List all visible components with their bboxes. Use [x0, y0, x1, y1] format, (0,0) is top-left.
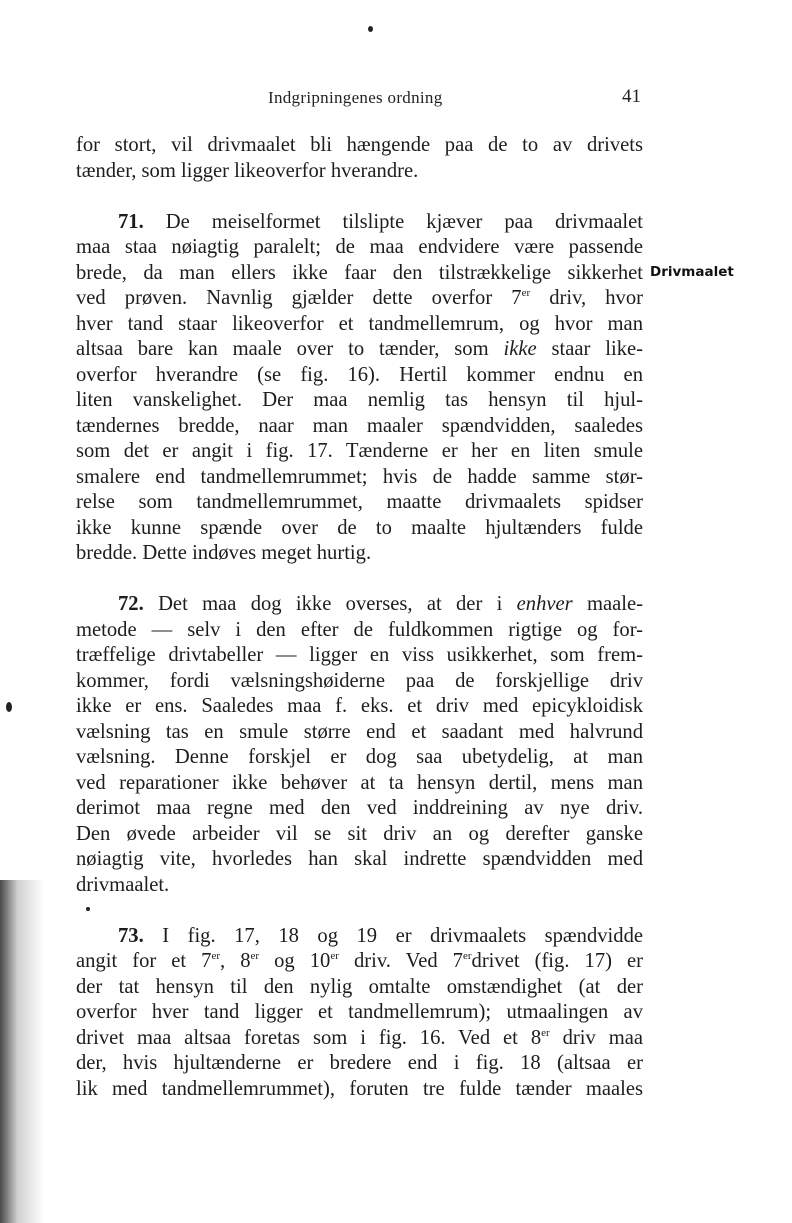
text-line: ikke kunne spænde over de to maalte hjultænders fulde: [76, 516, 643, 539]
margin-note: Drivmaalet: [650, 264, 734, 280]
text-line: smalere end tandmellemrummet; hvis de hadde samme stør-: [76, 465, 643, 488]
text-line: drivmaalet.: [76, 873, 170, 896]
text-line: relse som tandmellemrummet, maatte drivmaalets spidser: [76, 491, 643, 513]
text-line: der, hvis hjultænderne er bredere end i fig. 18 (altsaa er: [76, 1052, 643, 1074]
body-text: [76, 133, 643, 1102]
text-line: angit for et 7er, 8er og 10er driv. Ved 7erdrivet (fig. 17) er: [76, 950, 644, 972]
section-number: 72.: [118, 593, 144, 615]
text-line: liten vanskelighet. Der maa nemlig tas hensyn til hjul-: [76, 389, 643, 411]
section-number: 73.: [118, 924, 144, 947]
text-line: ved prøven. Navnlig gjælder dette overfor 7er driv, hvor: [76, 287, 644, 309]
text-line: 71. De meiselformet tilslipte kjæver paa drivmaalet: [76, 210, 643, 236]
text-line: altsaa bare kan maale over to tænder, som ikke staar like-: [76, 338, 643, 360]
text-line: vælsning. Denne forskjel er dog saa ubetydelig, at man: [76, 746, 643, 768]
text-line: drivet maa altsaa foretas som i fig. 16. Ved et 8er driv maa: [76, 1026, 643, 1049]
text-line: overfor hver tand ligger et tandmellemrum); utmaalingen av: [76, 1001, 643, 1023]
text-line: 73. I fig. 17, 18 og 19 er drivmaalets spændvidde: [76, 924, 643, 950]
text-line: tænder, som ligger likeoverfor hverandre.: [76, 159, 419, 182]
text-line: ikke er ens. Saaledes maa f. eks. et driv med epicykloidisk: [76, 695, 643, 717]
section-number: 71.: [118, 210, 144, 233]
text-line: derimot maa regne med den ved inddreining av nye driv.: [76, 797, 643, 819]
text-line: tændernes bredde, naar man maaler spændvidden, saaledes: [76, 414, 643, 437]
text-line: maa staa nøiagtig paralelt; de maa endvidere være passende: [76, 236, 643, 258]
page-number: 41: [622, 86, 641, 107]
running-title: Indgripningenes ordning: [268, 88, 443, 107]
scan-speck: [368, 26, 373, 32]
text-line: metode — selv i den efter de fuldkommen rigtige og for-: [76, 618, 643, 641]
text-line: for stort, vil drivmaalet bli hængende paa de to av drivets: [76, 134, 643, 156]
text-line: der tat hensyn til den nylig omtalte omstændighet (at der: [76, 975, 643, 998]
text-line: hver tand staar likeoverfor et tandmellemrum, og hvor man: [76, 312, 643, 335]
text-line: kommer, fordi vælsningshøiderne paa de forskjellige driv: [76, 669, 643, 692]
text-line: ved reparationer ikke behøver at ta hensyn dertil, mens man: [76, 771, 643, 794]
text-line: vælsning tas en smule større end et saadant med halvrund: [76, 720, 643, 743]
scan-speck: [6, 702, 12, 712]
text-line: overfor hverandre (se fig. 16). Hertil kommer endnu en: [76, 363, 643, 386]
text-line: bredde. Dette indøves meget hurtig.: [76, 542, 372, 564]
text-line: 72. Det maa dog ikke overses, at der i enhver maale-: [76, 592, 643, 618]
text-line: træffelige drivtabeller — ligger en viss usikkerhet, som frem-: [76, 644, 643, 666]
text-line: Den øvede arbeider vil se sit driv an og derefter ganske: [76, 822, 643, 845]
text-line: nøiagtig vite, hvorledes han skal indrette spændvidden med: [76, 848, 643, 870]
scan-edge-shadow: [0, 880, 44, 1223]
text-line: som det er angit i fig. 17. Tænderne er her en liten smule: [76, 440, 643, 462]
text-line: lik med tandmellemrummet), foruten tre fulde tænder maales: [76, 1077, 643, 1100]
text-line: brede, da man ellers ikke faar den tilstrækkelige sikkerhet: [76, 261, 643, 284]
